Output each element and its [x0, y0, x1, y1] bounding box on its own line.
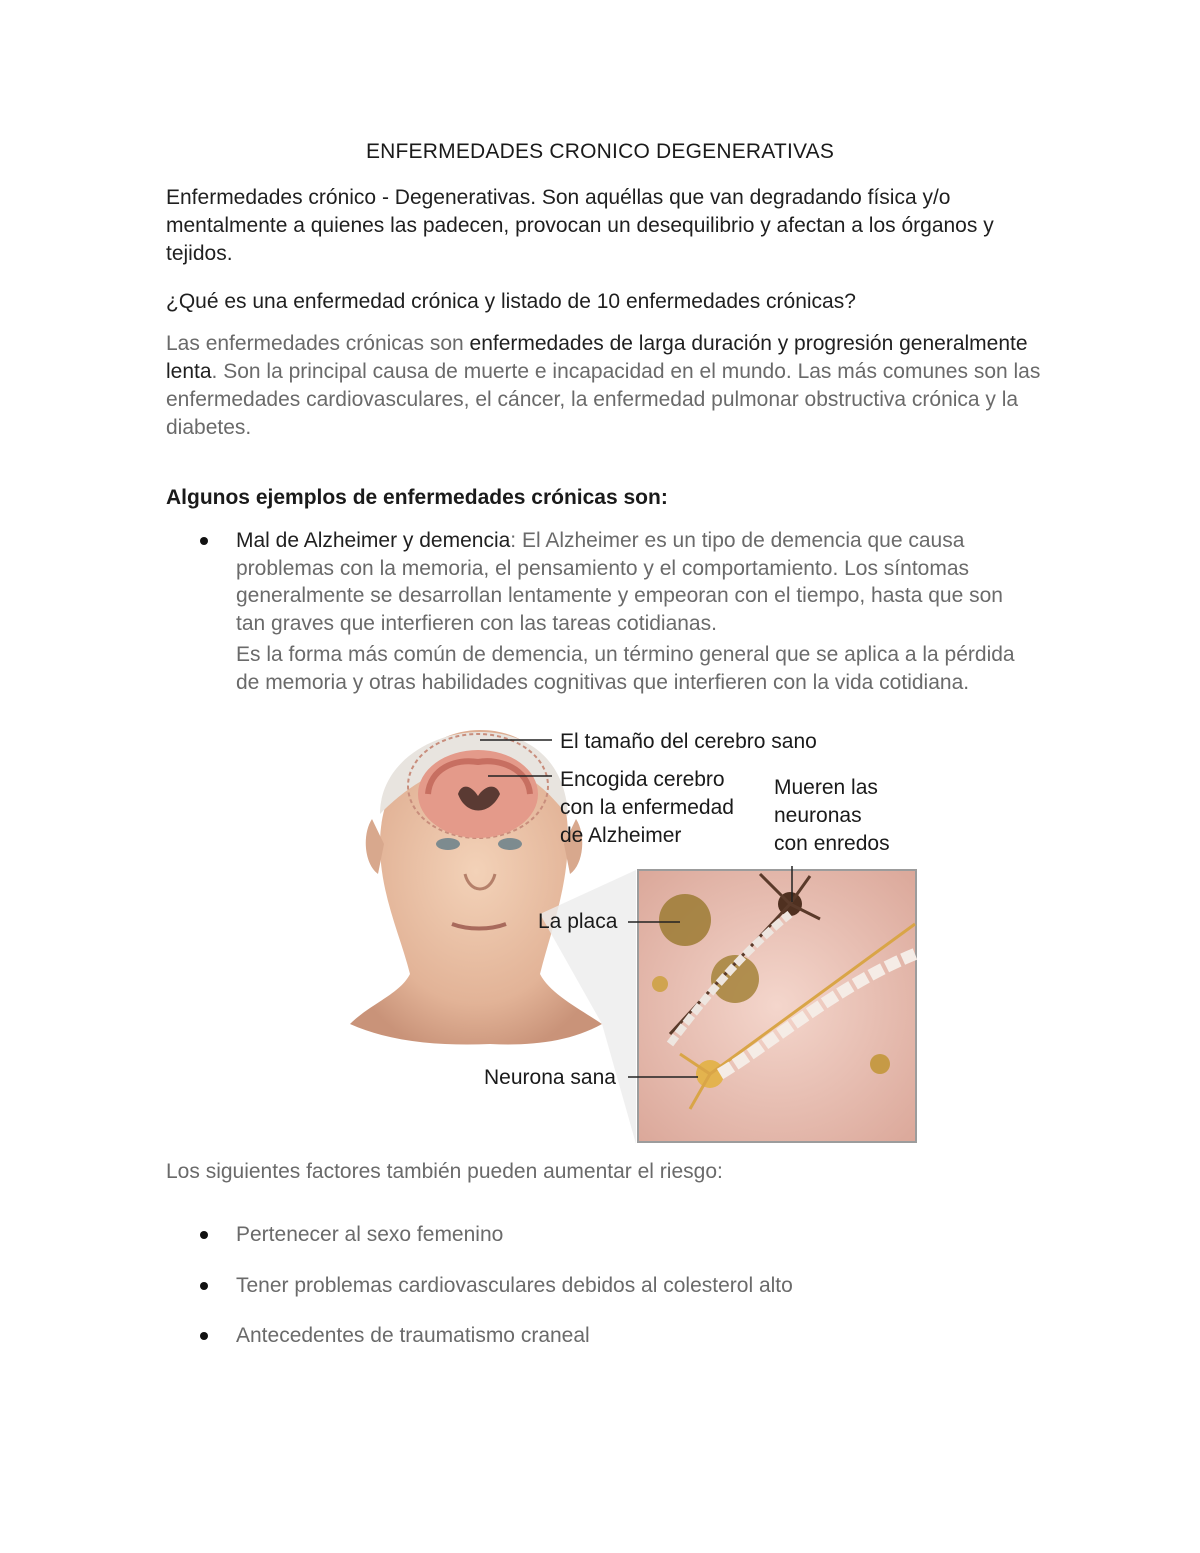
intro-paragraph: Enfermedades crónico - Degenerativas. Son aquéllas que van degradando física y/o mentalmente a quienes las padecen, provocan un desequilibrio y afectan a los órganos y tejidos. [166, 186, 994, 265]
bullet-icon [200, 1332, 208, 1340]
question-paragraph: ¿Qué es una enfermedad crónica y listado de 10 enfermedades crónicas? [166, 290, 856, 313]
examples-heading: Algunos ejemplos de enfermedades crónicas son: [166, 486, 668, 509]
bullet-icon [200, 1282, 208, 1290]
risk-text: Pertenecer al sexo femenino [236, 1223, 504, 1246]
label-dying-neurons-1: Mueren las [774, 776, 878, 799]
bullet-icon [200, 537, 208, 545]
neuron-inset [638, 870, 916, 1142]
label-healthy-brain-size: El tamaño del cerebro sano [560, 730, 817, 753]
alzheimer-term: Mal de Alzheimer y demencia [236, 529, 511, 552]
alzheimer-text [236, 527, 1036, 637]
label-shrunk-brain-2: con la enfermedad [560, 796, 734, 819]
bullet-icon [200, 1231, 208, 1239]
label-shrunk-brain-3: de Alzheimer [560, 824, 682, 847]
label-shrunk-brain-1: Encogida cerebro [560, 768, 725, 791]
definition-paragraph [166, 330, 1046, 442]
alzheimer-extra: Es la forma más común de demencia, un término general que se aplica a la pérdida de memoria y otras habilidades cognitivas que interfieren con la vida cotidiana. [236, 643, 1015, 694]
risk-text: Tener problemas cardiovasculares debidos al colesterol alto [236, 1274, 793, 1297]
risk-intro: Los siguientes factores también pueden aumentar el riesgo: [166, 1160, 723, 1183]
label-dying-neurons-3: con enredos [774, 832, 890, 855]
definition-text-start: Las enfermedades crónicas son [166, 332, 470, 355]
definition-highlight: enfermedades de larga duración y progresión generalmente lenta [166, 332, 1028, 383]
label-healthy-neuron: Neurona sana [484, 1066, 616, 1089]
alzheimer-illustration [340, 724, 920, 1148]
label-plaque: La placa [538, 910, 618, 933]
risk-text: Antecedentes de traumatismo craneal [236, 1324, 590, 1347]
label-dying-neurons-2: neuronas [774, 804, 862, 827]
definition-text-end: . Son la principal causa de muerte e incapacidad en el mundo. Las más comunes son las enfermedades cardiovasculares, el cáncer, la enfermedad pulmonar obstructiva crónica y la diabetes. [166, 360, 1041, 439]
page-title: ENFERMEDADES CRONICO DEGENERATIVAS [365, 140, 835, 163]
alzheimer-description: : El Alzheimer es un tipo de demencia que causa problemas con la memoria, el pensamiento y el comportamiento. Los síntomas generalmente se desarrollan lentamente y empeoran con el tiempo, hasta que son tan graves que interfieren con las tareas cotidianas. [236, 529, 1003, 635]
